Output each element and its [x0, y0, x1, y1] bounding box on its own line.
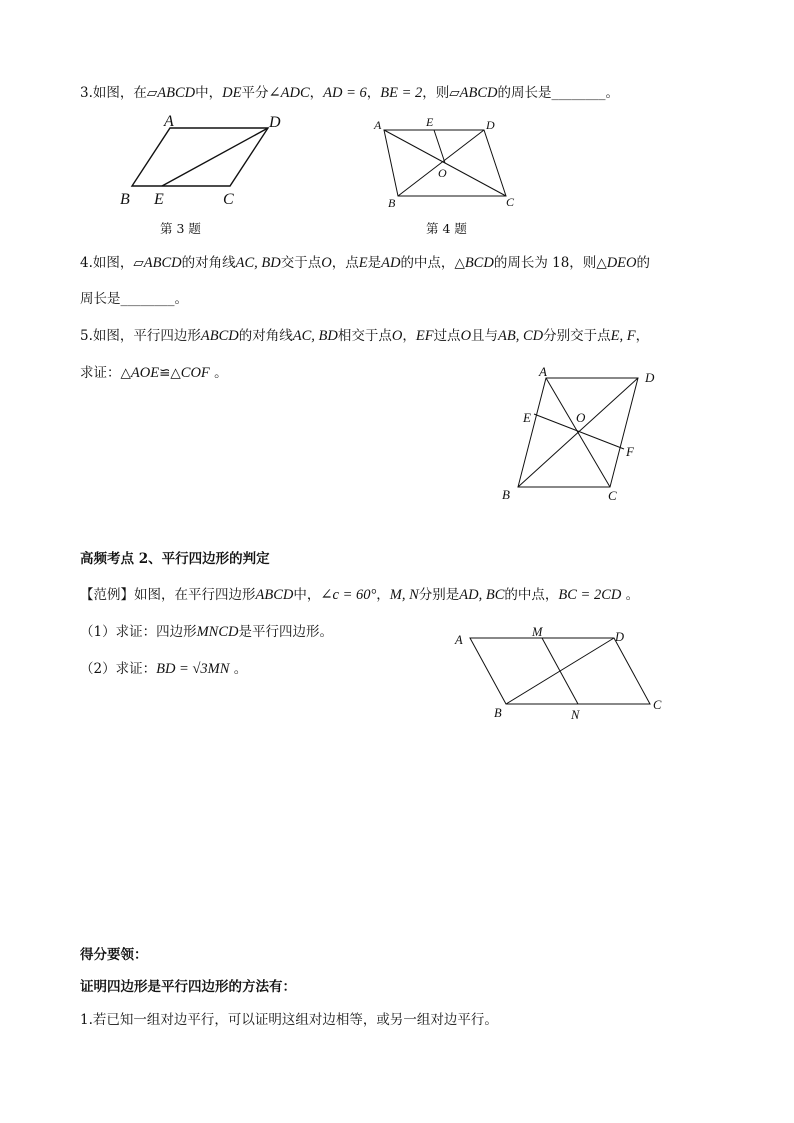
q5-t2: 的对角线: [238, 328, 293, 344]
q3-abcd: ABCD: [157, 85, 196, 101]
parallelogram-symbol: ▱: [133, 255, 144, 271]
example-label-n: N: [571, 708, 580, 722]
example-label-c: C: [653, 698, 662, 712]
q3-angle: ∠ADC: [268, 85, 310, 101]
example-t2: 中，: [293, 587, 321, 603]
q5-label-a: A: [539, 364, 547, 379]
q4-label-c: C: [506, 195, 515, 209]
q5-abcd: ABCD: [200, 328, 239, 344]
congruent-symbol: ≌: [159, 365, 171, 381]
tips-subheading: 证明四边形是平行四边形的方法有：: [80, 979, 296, 995]
example-label: 【范例】: [80, 587, 134, 603]
q4-answer-blank: ________: [120, 291, 175, 307]
q4-t4: ，点: [331, 255, 359, 271]
example-text: [80, 586, 639, 604]
triangle-symbol: △: [120, 365, 131, 381]
q4-label-d: D: [486, 118, 495, 132]
q5-o: O: [391, 328, 403, 344]
q3-end: 。: [605, 85, 620, 101]
q4-figure: [368, 110, 528, 210]
example-p2a: （2）求证：: [80, 661, 157, 677]
section-2-title: 高频考点 2、平行四边形的判定: [80, 551, 270, 567]
q5-t3: 相交于点: [337, 328, 392, 344]
q4-caption: 第 4 题: [426, 221, 467, 236]
parallelogram-symbol: ▱: [146, 85, 158, 101]
q3-caption: 第 3 题: [160, 221, 201, 236]
example-t1: 如图，在平行四边形: [134, 587, 256, 603]
q5-end: 。: [209, 365, 228, 381]
q4-label-b: B: [388, 196, 396, 210]
q4-text: [80, 254, 650, 272]
q4-acbd: AC, BD: [235, 255, 281, 271]
q5-ef: EF: [415, 328, 434, 344]
example-abcd: ABCD: [255, 587, 294, 603]
q4-o: O: [321, 255, 332, 271]
q3-parallelogram: [132, 128, 268, 186]
example-p2b: 。: [229, 661, 248, 677]
q5-label-d: D: [645, 370, 655, 385]
q3-t4: ，: [309, 85, 324, 101]
q5-o2: O: [460, 328, 472, 344]
example-t6: 。: [621, 587, 640, 603]
q5-ef-points: E, F: [610, 328, 636, 344]
example-label-b: B: [494, 706, 502, 720]
q4-t3: 交于点: [280, 255, 322, 271]
example-label-a: A: [455, 633, 463, 647]
q5-prove-label: 求证：: [80, 365, 121, 381]
example-diagonal-bd: [506, 638, 614, 704]
q4-ad: AD: [381, 255, 401, 271]
q4-label-e: E: [426, 115, 434, 129]
q4-t2: 的对角线: [181, 255, 236, 271]
q5-label-b: B: [502, 487, 510, 502]
q3-ad: AD = 6: [323, 85, 367, 101]
q5-label-f: F: [626, 444, 634, 459]
parallelogram-symbol: ▱: [449, 85, 460, 101]
q4-t6: 的中点，: [400, 255, 455, 271]
q3-text: [80, 84, 619, 102]
triangle-symbol: △: [596, 255, 607, 271]
example-part-1: [80, 623, 333, 641]
q4-t1: 如图，: [92, 255, 134, 271]
q4-bcd: BCD: [464, 255, 494, 271]
q5-label-e: E: [523, 410, 531, 425]
q4-t7: 的周长为 18，则: [493, 255, 597, 271]
q4-end: 。: [174, 291, 188, 307]
q5-t7: 分别交于点: [543, 328, 611, 344]
q5-t4: ，: [402, 328, 416, 344]
example-p1b: 是平行四边形。: [238, 624, 333, 640]
q3-label-c: C: [223, 191, 234, 208]
q5-text-line2: [80, 364, 228, 382]
q3-label-b: B: [120, 191, 130, 208]
example-bd-eq: BD = √3MN: [156, 661, 230, 677]
example-bc: BC = 2CD: [558, 587, 622, 603]
q5-diagonal-bd: [518, 378, 638, 487]
tips-heading: 得分要领：: [80, 947, 148, 963]
q3-t5: ，: [366, 85, 381, 101]
q3-be: BE = 2: [380, 85, 423, 101]
q5-ab-cd: AB, CD: [498, 328, 544, 344]
example-ad-bc: AD, BC: [459, 587, 505, 603]
example-mncd: MNCD: [196, 624, 239, 640]
q4-e: E: [358, 255, 368, 271]
q5-text: [80, 327, 649, 345]
q3-segment-de: [162, 128, 268, 186]
q3-label-d: D: [269, 114, 281, 131]
q3-label-a: A: [164, 113, 174, 130]
q3-t6: ，则: [422, 85, 450, 101]
example-t3: ，: [376, 587, 390, 603]
q5-cof: COF: [180, 365, 210, 381]
q5-label-c: C: [608, 488, 617, 503]
example-p1a: （1）求证：四边形: [80, 624, 197, 640]
q4-number: 4.: [80, 255, 93, 271]
q4-abcd: ABCD: [143, 255, 182, 271]
q3-abcd2: ABCD: [459, 85, 498, 101]
triangle-symbol: △: [454, 255, 465, 271]
q3-label-e: E: [154, 191, 164, 208]
q5-t6: 且与: [471, 328, 499, 344]
q3-t1: 如图，在: [92, 85, 147, 101]
q5-label-o: O: [576, 410, 586, 425]
q4-t8: 的: [636, 255, 651, 271]
q4-label-a: A: [374, 118, 382, 132]
tips-item-1: 1.若已知一组对边平行，可以证明这组对边相等，或另一组对边平行。: [80, 1012, 498, 1028]
q3-t7: 的周长是: [497, 85, 552, 101]
q5-acbd: AC, BD: [292, 328, 338, 344]
example-part-2: [80, 660, 247, 678]
q4-diagonal-bd: [398, 130, 484, 196]
q5-t5: 过点: [433, 328, 461, 344]
q3-t3: 平分: [241, 85, 269, 101]
example-label-d: D: [615, 630, 625, 644]
example-figure: [450, 622, 670, 722]
q5-number: 5.: [80, 328, 93, 344]
example-mn: M, N: [389, 587, 419, 603]
q5-aoe: AOE: [130, 365, 160, 381]
q4-text-line2: [80, 290, 188, 308]
q5-figure: [500, 362, 670, 507]
example-label-m: M: [532, 625, 543, 639]
q5-t8: ，: [635, 328, 650, 344]
example-t4: 分别是: [418, 587, 460, 603]
q3-t2: 中，: [195, 85, 223, 101]
q4-label-o: O: [438, 166, 447, 180]
q4-line2: 周长是: [80, 291, 121, 307]
example-angle: ∠c = 60°: [320, 587, 377, 603]
q4-t5: 是: [367, 255, 382, 271]
q3-number: 3.: [80, 85, 93, 101]
q3-figure: [110, 110, 300, 210]
q3-de: DE: [222, 85, 242, 101]
q4-deo: DEO: [606, 255, 637, 271]
q3-answer-blank: ________: [551, 85, 606, 101]
example-t5: 的中点，: [504, 587, 559, 603]
q5-t1: 如图，平行四边形: [92, 328, 201, 344]
triangle-symbol: △: [170, 365, 181, 381]
